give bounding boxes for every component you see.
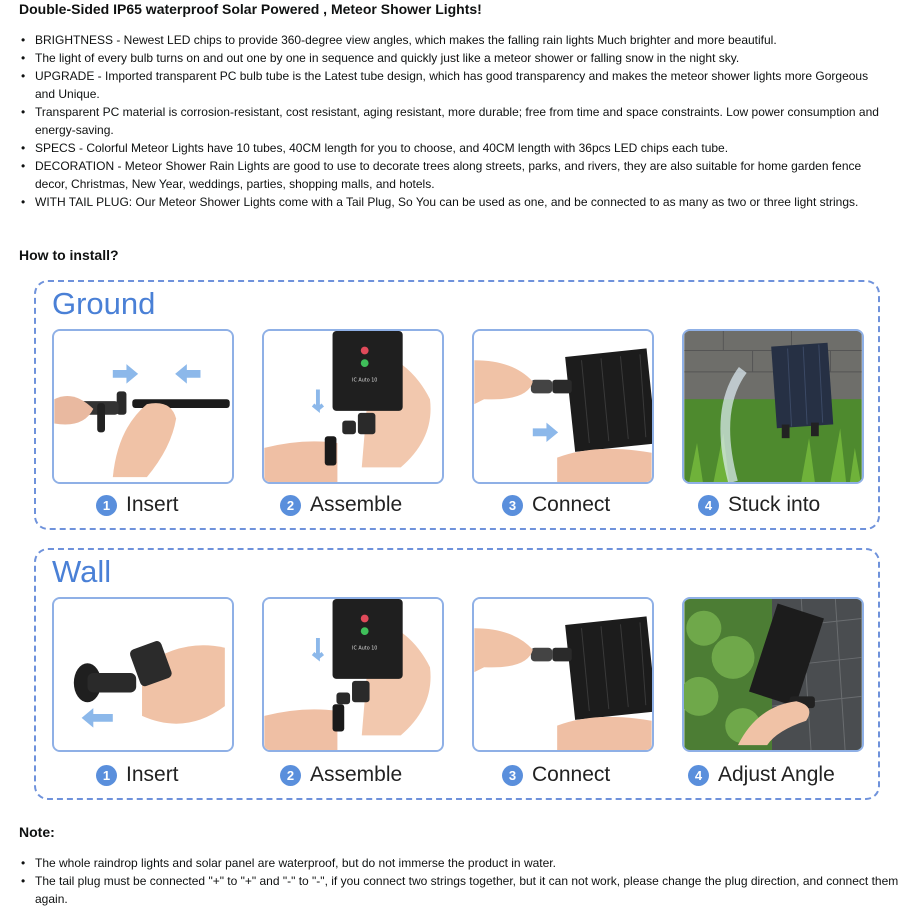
step-number-badge: 1 [96,495,117,516]
step-label: Connect [532,763,611,786]
step-label: Adjust Angle [718,763,835,786]
wall-step-4 [688,763,835,787]
ground-panel-title: Ground [52,286,156,321]
ground-step-4 [698,493,820,517]
ground-connect-image [472,329,654,484]
ground-assemble-image [262,329,444,484]
step-number-badge: 1 [96,765,117,786]
ground-stuck-into-image [682,329,864,484]
note-list [19,854,899,908]
step-label: Assemble [310,763,403,786]
step-label: Stuck into [728,493,821,516]
step-number-badge: 2 [280,765,301,786]
step-label: Insert [126,493,179,516]
step-number-badge: 2 [280,495,301,516]
wall-step-1 [96,763,179,787]
ground-install-panel [34,280,880,530]
wall-insert-image [52,597,234,752]
install-heading: How to install? [19,247,119,263]
feature-item: • WITH TAIL PLUG: Our Meteor Shower Lights come with a Tail Plug, So You can be used as one, and be connected to as many as two or three light strings. [19,193,879,211]
note-item: • The whole raindrop lights and solar panel are waterproof, but do not immerse the product in water. [19,854,899,872]
ground-step-1 [96,493,179,517]
wall-panel-title: Wall [52,554,112,589]
feature-item: • Transparent PC material is corrosion-resistant, cost resistant, aging resistant, more durable; free from time and space constraints. Low power consumption and energy-saving. [19,103,879,139]
step-label: Assemble [310,493,403,516]
feature-item: • UPGRADE - Imported transparent PC bulb tube is the Latest tube design, which has good transparency and makes the meteor shower lights more Gorgeous and Unique. [19,67,879,103]
step-number-badge: 4 [688,765,709,786]
step-number-badge: 3 [502,765,523,786]
wall-step-3 [502,763,610,787]
device-label: IC Auto 10 [352,377,378,384]
wall-adjust-angle-image [682,597,864,752]
ground-step-2 [280,493,402,517]
step-label: Connect [532,493,611,516]
feature-item: • SPECS - Colorful Meteor Lights have 10 tubes, 40CM length for you to choose, and 40CM length with 36pcs LED chips each tube. [19,139,879,157]
note-item: • The tail plug must be connected "+" to "+" and "-" to "-", if you connect two strings together, but it can not work, please change the plug direction, and connect them again. [19,872,899,908]
note-heading: Note: [19,824,55,840]
feature-item: • The light of every bulb turns on and out one by one in sequence and quickly just like a meteor shower or falling snow in the night sky. [19,49,879,67]
step-number-badge: 4 [698,495,719,516]
feature-item: • DECORATION - Meteor Shower Rain Lights are good to use to decorate trees along streets, parks, and rivers, they are also suitable for home garden fence decor, Christmas, New Year, weddings, parties, shopping malls, and hotels. [19,157,879,193]
wall-step-2 [280,763,402,787]
step-label: Insert [126,763,179,786]
feature-item: • BRIGHTNESS - Newest LED chips to provide 360-degree view angles, which makes the falling rain lights Much brighter and more beautiful. [19,31,879,49]
device-label: IC Auto 10 [352,645,378,652]
step-number-badge: 3 [502,495,523,516]
page-title: Double-Sided IP65 waterproof Solar Powered , Meteor Shower Lights! [19,1,482,17]
feature-list [19,31,879,211]
wall-assemble-image [262,597,444,752]
ground-step-3 [502,493,610,517]
ground-insert-image [52,329,234,484]
wall-connect-image [472,597,654,752]
wall-install-panel [34,548,880,800]
